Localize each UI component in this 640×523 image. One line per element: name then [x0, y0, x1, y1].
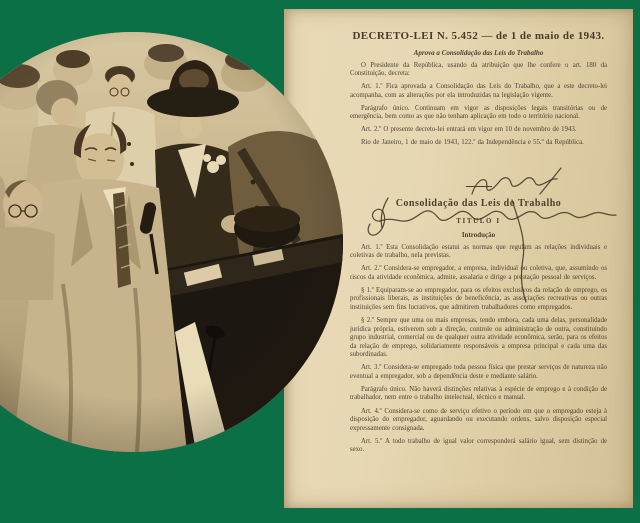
- clt-article: Art. 4.º Considera-se como de serviço efetivo o período em que o empregado esteja à disposição do empregador, aguardando ou executando ordens, salvo disposição especial expressamente consignada.: [350, 407, 607, 432]
- decree-paragraph: Rio de Janeiro, 1 de maio de 1943, 122.º da Independência e 55.º da República.: [361, 139, 584, 147]
- clt-article: § 1.º Equiparam-se ao empregador, para os efeitos exclusivos da relação de emprego, os profissionais liberais, as instituições de beneficência, as associações recreativas ou outras instituições sem fins lucrativos, que admitirem trabalhadores como empregados.: [350, 286, 607, 311]
- decree-subtitle: Aprova a Consolidação das Leis do Trabalho: [413, 49, 544, 57]
- clt-heading: Consolidação das Leis do Trabalho: [395, 198, 562, 209]
- signature-area: [350, 148, 607, 184]
- section-divider: [466, 186, 492, 187]
- clt-article: Art. 5.º A todo trabalho de igual valor corresponderá salário igual, sem distinção de sexo.: [350, 437, 607, 454]
- clt-article: Art. 3.º Considera-se empregado toda pessoa física que prestar serviços de natureza não eventual a empregador, sob a dependência deste e mediante salário.: [350, 364, 607, 380]
- decree-paragraph: Parágrafo único. Continuam em vigor as disposições legais transitórias ou de emergência, bem como as que não tenham aplicação em todo o território nacional.: [350, 104, 607, 121]
- clt-article: Parágrafo único. Não haverá distinções relativas à espécie de emprego e à condição de trabalhador, nem entre o trabalho intelectual, técnico e manual.: [350, 385, 607, 402]
- clt-article: Art. 2.º Considera-se empregador, a empresa, individual ou coletiva, que, assumindo os riscos da atividade econômica, admite, assalaria e dirige a prestação pessoal de serviços.: [350, 265, 607, 281]
- clt-article: § 2.º Sempre que uma ou mais empresas, tendo embora, cada uma delas, personalidade jurídica própria, estiverem sob a direção, controle ou administração de outra, constituindo grupo industrial, comercial ou de qualquer outra atividade econômica, serão, para os efeitos da relação de emprego, solidariamente responsáveis a empresa principal e cada uma das subordinadas.: [350, 316, 607, 359]
- decree-title: DECRETO-LEI N. 5.452 — de 1 de maio de 1943.: [352, 30, 605, 42]
- clt-article: Art. 1.º Esta Consolidação estatui as normas que regulam as relações individuais e coletivas de trabalho, nela previstas.: [350, 243, 607, 260]
- titulo-label: TITULO I: [456, 217, 501, 225]
- introducao-label: Introdução: [461, 231, 496, 239]
- decree-paragraph: Art. 2.º O presente decreto-lei entrará em vigor em 10 de novembro de 1943.: [361, 126, 577, 134]
- decree-text-column: [350, 9, 607, 459]
- decree-paragraph: O Presidente da República, usando da atribuição que lhe confere o art. 180 da Constituição, decreta:: [350, 61, 607, 78]
- decree-paragraph: Art. 1.º Fica aprovada a Consolidação das Leis do Trabalho, que a este decreto-lei acompanha, com as alterações por ela introduzidas na legislação vigente.: [350, 83, 607, 99]
